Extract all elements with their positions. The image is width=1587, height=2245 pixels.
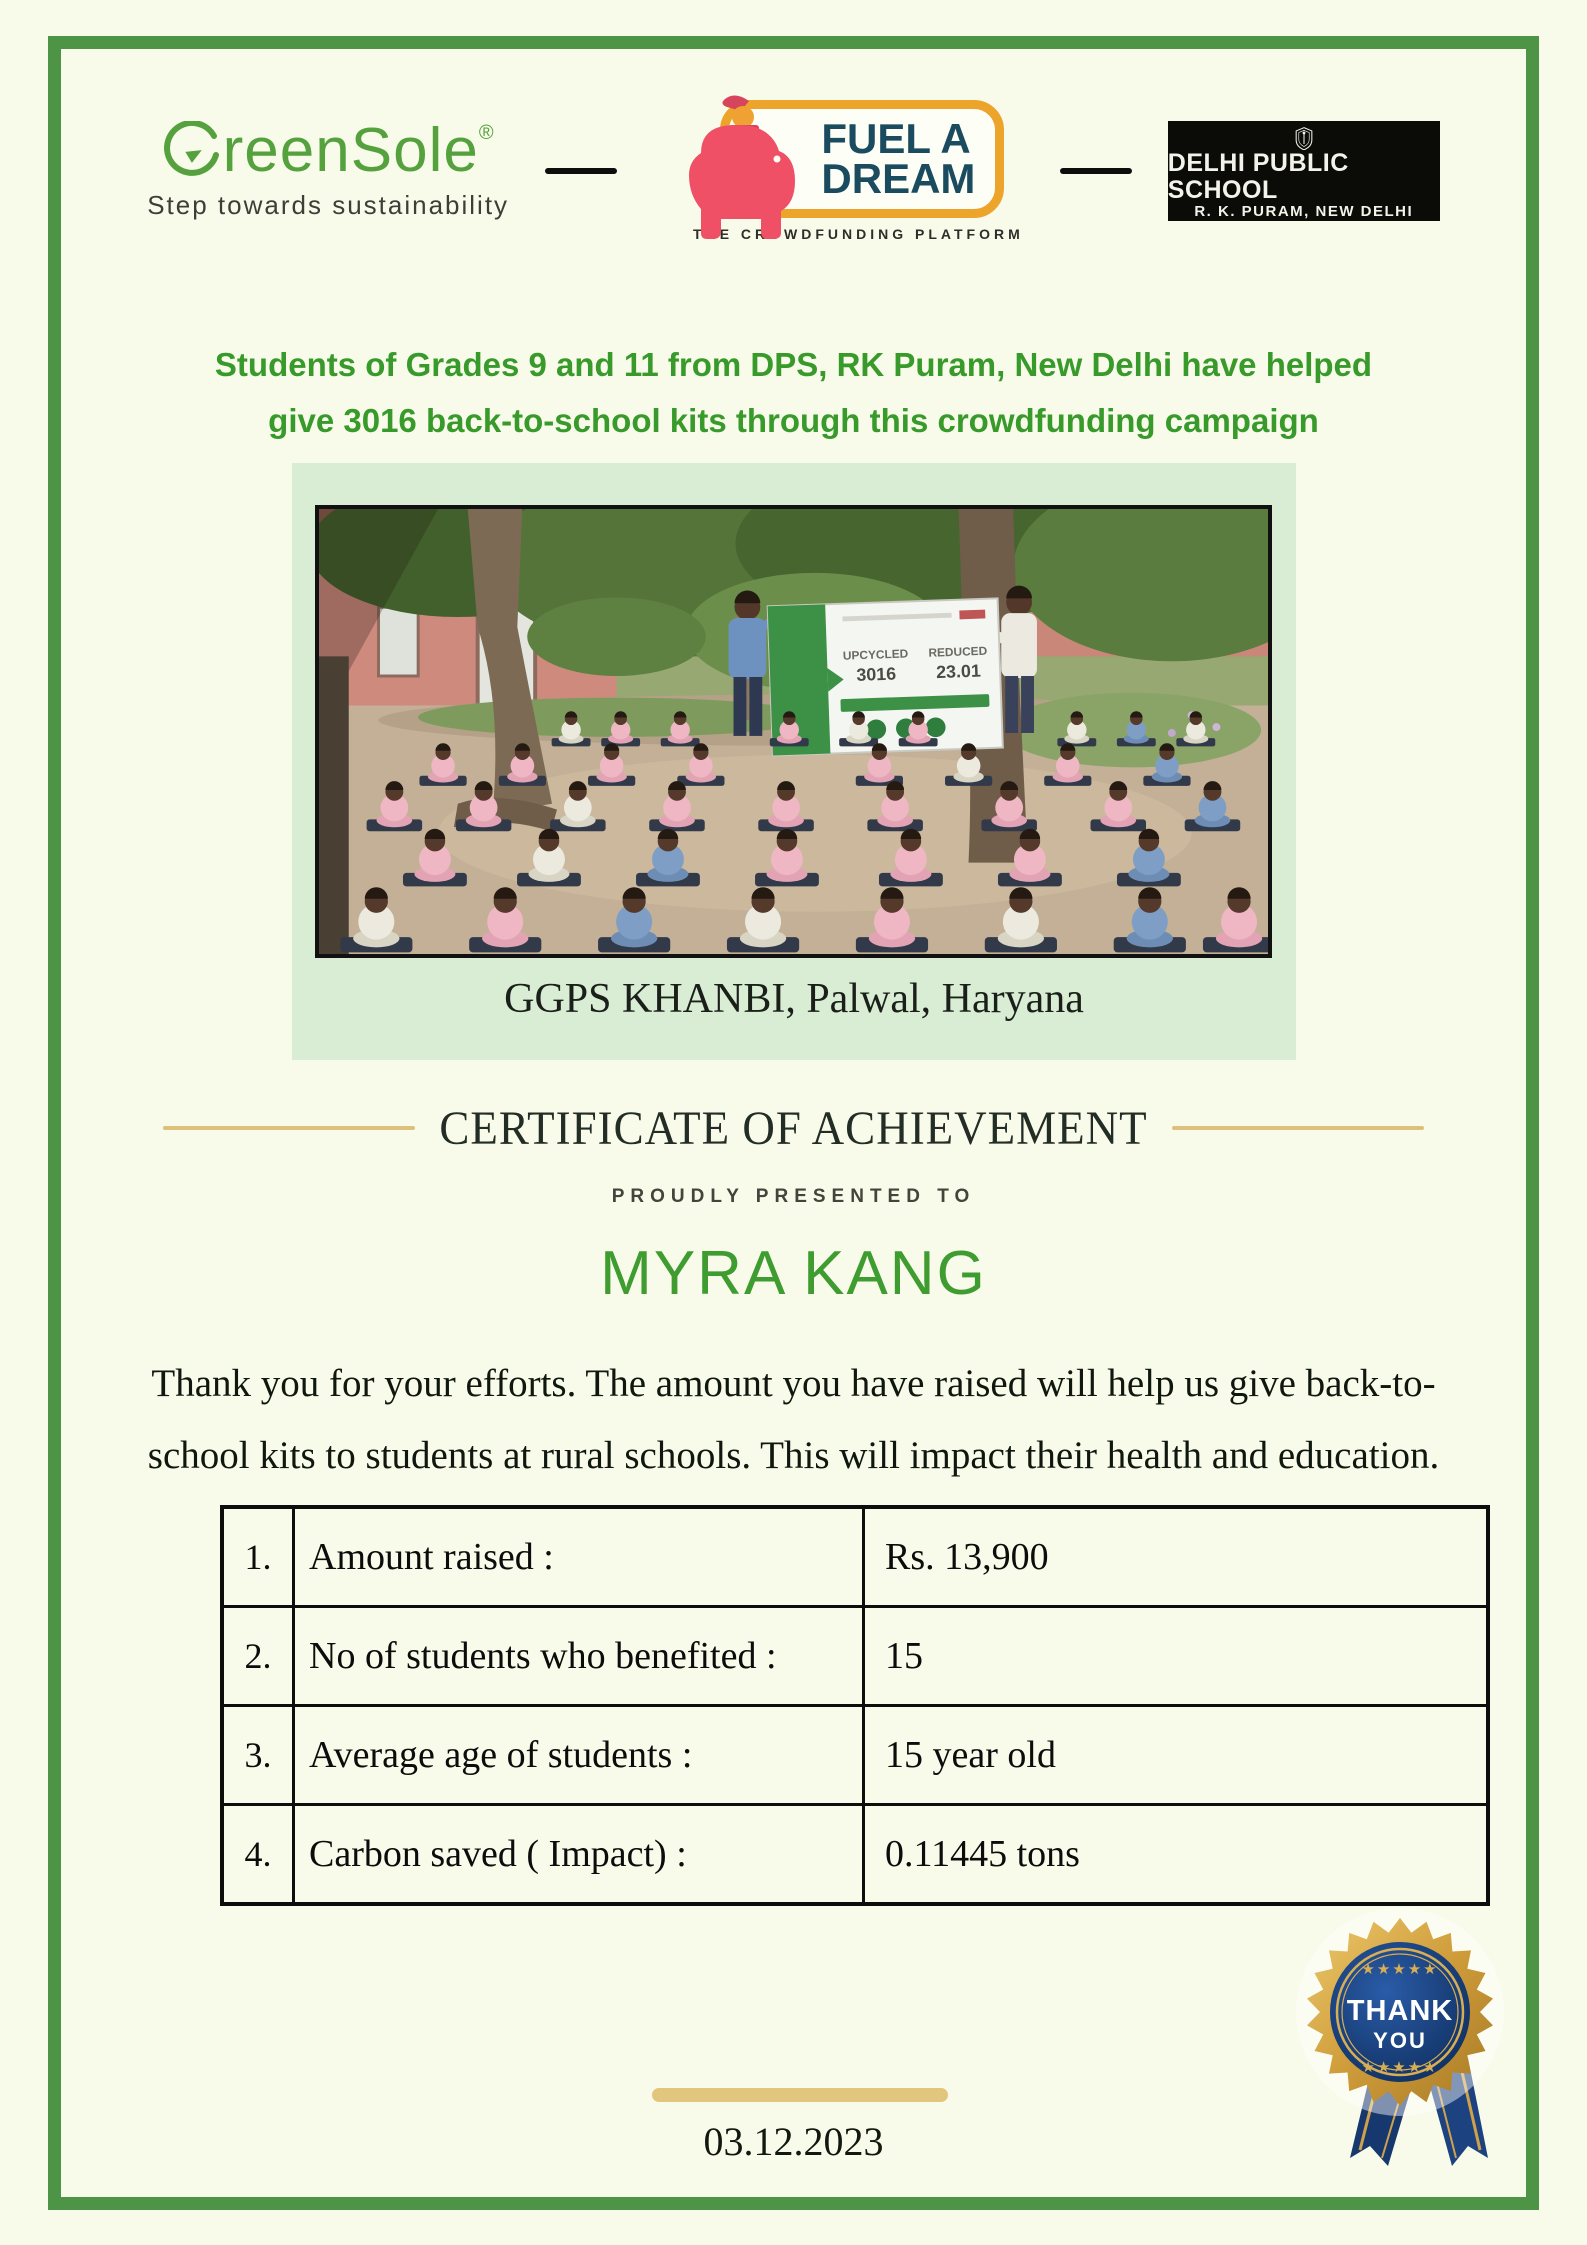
gold-rule-left xyxy=(163,1126,415,1130)
presented-to-label: PROUDLY PRESENTED TO xyxy=(611,1186,976,1207)
greensole-tagline: Step towards sustainability xyxy=(147,190,510,221)
dps-logo xyxy=(1168,121,1440,221)
thank-you-paragraph: Thank you for your efforts. The amount you have raised will help us give back-to- school kits to students at rural schools. This will impact their health and education. xyxy=(147,1362,1440,1477)
photo-caption: GGPS KHANBI, Palwal, Haryana xyxy=(504,976,1084,1022)
photo-panel xyxy=(292,463,1296,1060)
badge-you: YOU xyxy=(1373,2028,1427,2053)
badge-stars-top: ★★★★★ xyxy=(1361,1961,1439,1978)
certificate-title: CERTIFICATE OF ACHIEVEMENT xyxy=(439,1101,1148,1155)
table-row: 4. Carbon saved ( Impact) : 0.11445 tons xyxy=(222,1805,1488,1905)
dps-location: R. K. PURAM, NEW DELHI xyxy=(1194,202,1414,220)
logo-row xyxy=(0,100,1587,242)
campaign-heading-line2: give 3016 back-to-school kits through this crowdfunding campaign xyxy=(268,402,1319,439)
fuel-a-dream-tagline: THE CROWDFUNDING PLATFORM xyxy=(693,225,1024,242)
certificate-title-row xyxy=(0,1102,1587,1154)
fuel-a-dream-logo xyxy=(653,100,1024,242)
dps-name: DELHI PUBLIC SCHOOL xyxy=(1167,149,1349,204)
gold-divider xyxy=(652,2088,948,2102)
elephant-piggybank-icon xyxy=(671,83,811,253)
badge-stars-bottom: ★★★★★ xyxy=(1361,2059,1439,2076)
school-photo xyxy=(315,505,1272,958)
fuel-a-dream-wordmark: FUEL A DREAM xyxy=(821,115,976,202)
registered-mark: ® xyxy=(478,122,494,145)
svg-text:3016: 3016 xyxy=(856,663,897,685)
separator-dash xyxy=(1060,168,1132,174)
svg-text:REDUCED: REDUCED xyxy=(928,643,988,660)
badge-thank: THANK xyxy=(1346,1995,1454,2027)
table-row: 1. Amount raised : Rs. 13,900 xyxy=(222,1507,1488,1607)
recipient-name: MYRA KANG xyxy=(600,1239,987,1308)
dps-crest-icon xyxy=(1289,127,1319,151)
campaign-heading-line1: Students of Grades 9 and 11 from DPS, RK Puram, New Delhi have helped xyxy=(214,346,1373,383)
certificate-date: 03.12.2023 xyxy=(703,2119,884,2164)
greensole-logo xyxy=(147,116,510,221)
gold-rule-right xyxy=(1172,1126,1424,1130)
separator-dash xyxy=(545,168,617,174)
table-row: 2. No of students who benefited : 15 xyxy=(222,1607,1488,1706)
svg-text:UPCYCLED: UPCYCLED xyxy=(842,646,909,663)
campaign-banner xyxy=(768,598,1003,755)
impact-table xyxy=(220,1505,1490,1906)
greensole-wordmark: reenSole xyxy=(222,116,479,186)
svg-text:23.01: 23.01 xyxy=(935,660,982,683)
greensole-arrow-icon xyxy=(163,121,223,181)
campaign-heading xyxy=(0,337,1587,449)
table-row: 3. Average age of students : 15 year old xyxy=(222,1706,1488,1805)
